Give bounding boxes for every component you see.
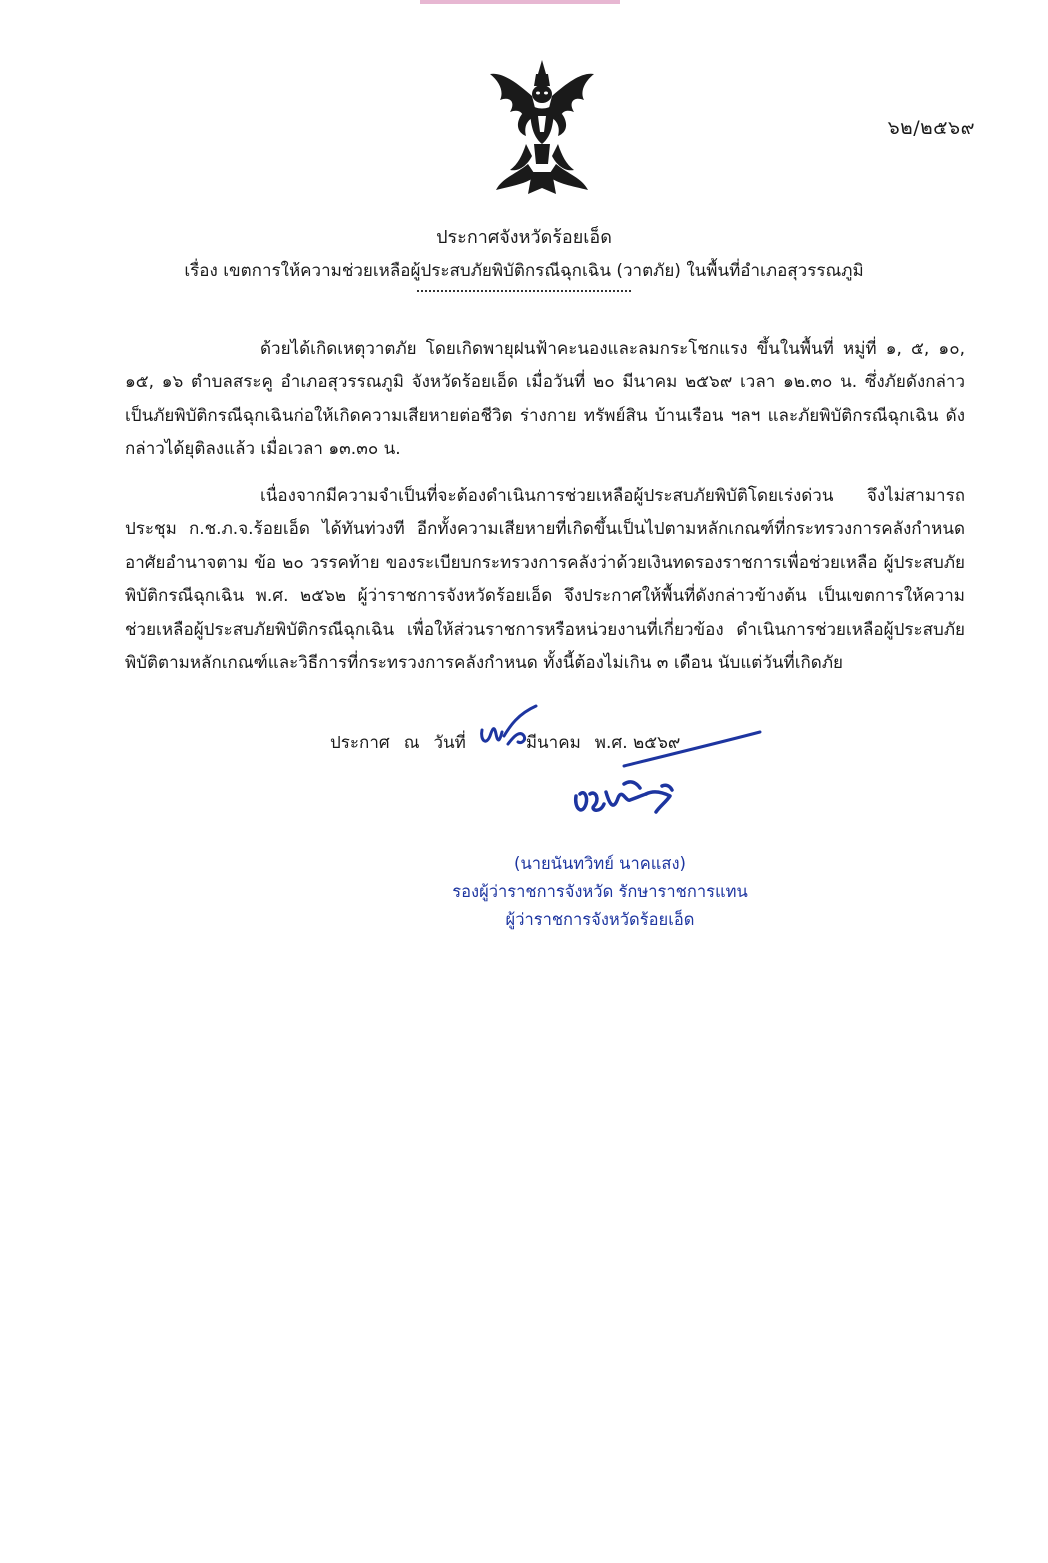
- signer-office: ผู้ว่าราชการจังหวัดร้อยเอ็ด: [505, 910, 695, 929]
- paragraph-1-text: ด้วยได้เกิดเหตุวาตภัย โดยเกิดพายุฝนฟ้าคะนองและลมกระโชกแรง ขึ้นในพื้นที่ หมู่ที่ ๑, ๕, ๑๐, ๑๕, ๑๖ ตำบลสระคู อำเภอสุวรรณภูมิ จังหวัดร้อยเอ็ด เมื่อวันที่ ๒๐ มีนาคม ๒๕๖๙ เวลา ๑๒.๓๐ น. ซึ่งภัยดังกล่าว เป็นภัยพิบัติกรณีฉุกเฉินก่อให้เกิดความเสียหายต่อชีวิต ร่างกาย ทรัพย์สิน บ้านเรือน ฯลฯ และภัยพิบัติกรณีฉุกเฉิน ดังกล่าวได้ยุติลงแล้ว เมื่อเวลา ๑๓.๓๐ น.: [125, 339, 965, 460]
- garuda-emblem-icon: [486, 52, 598, 202]
- document-subject: เรื่อง เขตการให้ความช่วยเหลือผู้ประสบภัยพิบัติกรณีฉุกเฉิน (วาตภัย) ในพื้นที่อำเภอสุวรรณภูมิ: [184, 261, 864, 281]
- date-year: พ.ศ. ๒๕๖๙: [594, 733, 681, 753]
- date-prefix: ประกาศ: [330, 733, 390, 753]
- signature-image: [570, 770, 680, 820]
- signer-block: [420, 850, 780, 934]
- paragraph-2-text: เนื่องจากมีความจำเป็นที่จะต้องดำเนินการช่วยเหลือผู้ประสบภัยพิบัติโดยเร่งด่วน จึงไม่สามารถ ประชุม ก.ช.ภ.จ.ร้อยเอ็ด ได้ทันท่วงที อีกทั้งความเสียหายที่เกิดขึ้นเป็นไปตามหลักเกณฑ์ที่กระทรวงการคลังกำหนด อาศัยอำนาจตาม ข้อ ๒๐ วรรคท้าย ของระเบียบกระทรวงการคลังว่าด้วยเงินทดรองราชการเพื่อช่วยเหลือ ผู้ประสบภัยพิบัติกรณีฉุกเฉิน พ.ศ. ๒๕๖๒ ผู้ว่าราชการจังหวัดร้อยเอ็ด จึงประกาศให้พื้นที่ดังกล่าวข้างต้น เป็นเขตการให้ความช่วยเหลือผู้ประสบภัยพิบัติกรณีฉุกเฉิน เพื่อให้ส่วนราชการหรือหน่วยงานที่เกี่ยวข้อง ดำเนินการช่วยเหลือผู้ประสบภัยพิบัติตามหลักเกณฑ์และวิธีการที่กระทรวงการคลังกำหนด ทั้งนี้ต้องไม่เกิน ๓ เดือน นับแต่วันที่เกิดภัย: [125, 486, 965, 674]
- body-paragraph-1: [125, 333, 965, 467]
- title-block: [0, 224, 1048, 292]
- document-title: ประกาศจังหวัดร้อยเอ็ด: [436, 227, 612, 248]
- signer-name: (นายนันทวิทย์ นาคแสง): [514, 854, 686, 873]
- date-day-label: วันที่: [433, 733, 466, 753]
- body-paragraph-2: [125, 480, 965, 680]
- handwritten-day-mark: [474, 700, 764, 780]
- date-month: มีนาคม: [525, 733, 581, 753]
- signer-position: รองผู้ว่าราชการจังหวัด รักษาราชการแทน: [452, 882, 748, 901]
- date-at: ณ: [403, 733, 420, 753]
- top-edge-mark: [420, 0, 620, 4]
- document-number: ๖๒/๒๕๖๙: [887, 117, 975, 139]
- dotted-separator: [417, 290, 631, 292]
